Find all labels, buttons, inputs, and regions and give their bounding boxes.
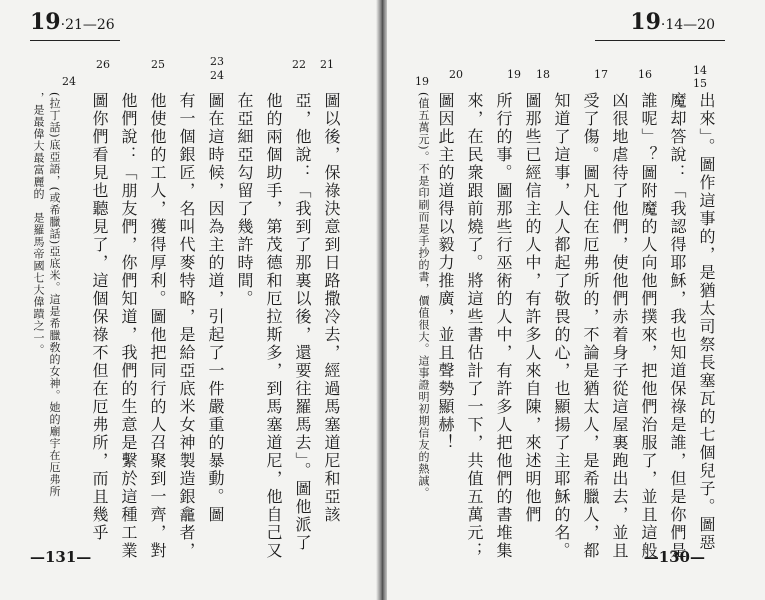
- right-page-header: [630, 9, 715, 35]
- left-header-verses: ·21—26: [60, 17, 115, 33]
- right-header-chapter: 19: [630, 9, 661, 35]
- text-column: 他們說：「朋友們，你們知道，我們的生意是繫於這種工業: [119, 92, 138, 560]
- footnote-line: (拉丁話)底亞語，(或希臘話)亞底米。這是希臘敎的女神。她的廟宇在厄弗所: [48, 92, 61, 498]
- text-column: 有一個銀匠，名叫代麥特略，是給亞底米女神製造銀龕者，: [177, 92, 196, 560]
- text-column: 圖以後，保祿決意到日路撒冷去，經過馬塞道尼和亞該: [322, 92, 341, 524]
- text-column: 圖那些已經信主的人中，有許多人來自陳，來述明他們: [523, 92, 542, 524]
- text-column: 在亞細亞勾留了幾許時間。: [235, 92, 254, 308]
- text-column: 出來」。圖作這事的，是猶太司祭長塞瓦的七個兒子。圖惡: [697, 92, 716, 552]
- text-column: 誰呢」？圖附魔的人向他們撲來，把他們治服了，並且這般: [639, 92, 658, 560]
- text-column: 他的兩個助手，第茂德和厄拉斯多，到馬塞道尼，他自己又: [264, 92, 283, 560]
- right-page-number: —130—: [643, 548, 705, 566]
- verse-number: 17: [594, 68, 608, 81]
- text-column: 圖因此主的道得以毅力推廣，並且聲勢顯赫！: [436, 92, 455, 452]
- footnote-line: (值五萬元)。不是印刷而是手抄的書，價值很大。這事證明初期信友的熱誠。: [417, 92, 430, 499]
- footnote-line: ，是最偉大最富麗的 是羅馬帝國七大偉蹟之一。: [32, 92, 45, 356]
- text-column: 所行的事。圖那些行巫術的人中，有許多人把他們的書堆集: [494, 92, 513, 560]
- left-page-header: [30, 9, 115, 35]
- text-column: 圖你們看見也聽見了，這個保祿不但在厄弗所，而且幾乎: [90, 92, 109, 542]
- left-header-chapter: 19: [30, 9, 61, 35]
- verse-number: 16: [638, 68, 652, 81]
- text-column: 他使他的工人，獲得厚利。圖他把同行的人召聚到一齊，對: [148, 92, 167, 560]
- verse-number: 22: [292, 58, 306, 71]
- right-page: [387, 0, 765, 600]
- text-column: 圖在這時候，因為主的道，引起了一件嚴重的暴動。圖: [206, 92, 225, 524]
- verse-number: 19: [507, 68, 521, 81]
- left-page-number: —131—: [30, 548, 92, 566]
- text-column: 凶很地虐待了他們，使他們赤着身子從這屋裏跑出去，並且: [610, 92, 629, 560]
- verse-number: 15: [693, 77, 707, 90]
- text-column: 亞，他說：「我到了那裏以後，還要往羅馬去」。圖他派了: [293, 92, 312, 552]
- text-column: 受了傷。圖凡住在厄弗所的，不論是猶太人，是希臘人，都: [581, 92, 600, 560]
- footnote-label: 24: [62, 75, 76, 88]
- verse-number: 14: [693, 64, 707, 77]
- verse-number: 25: [151, 58, 165, 71]
- right-header-rule: [595, 40, 725, 41]
- text-column: 知道了這事，人人都起了敬畏的心，也顯揚了主耶穌的名。: [552, 92, 571, 560]
- verse-number: 20: [449, 68, 463, 81]
- verse-number: 21: [320, 58, 334, 71]
- verse-number: 18: [536, 68, 550, 81]
- text-column: 來，在民衆跟前燒了。將這些書估計了一下，共值五萬元；: [465, 92, 484, 560]
- left-page: [0, 0, 378, 600]
- verse-number: 23: [210, 55, 224, 68]
- left-header-rule: [30, 40, 120, 41]
- footnote-label: 19: [415, 75, 429, 88]
- text-column: 魔却答說：「我認得耶穌，我也知道保祿是誰，但是你們是: [668, 92, 687, 560]
- right-header-verses: ·14—20: [660, 17, 715, 33]
- verse-number: 24: [210, 69, 224, 82]
- verse-number: 26: [96, 58, 110, 71]
